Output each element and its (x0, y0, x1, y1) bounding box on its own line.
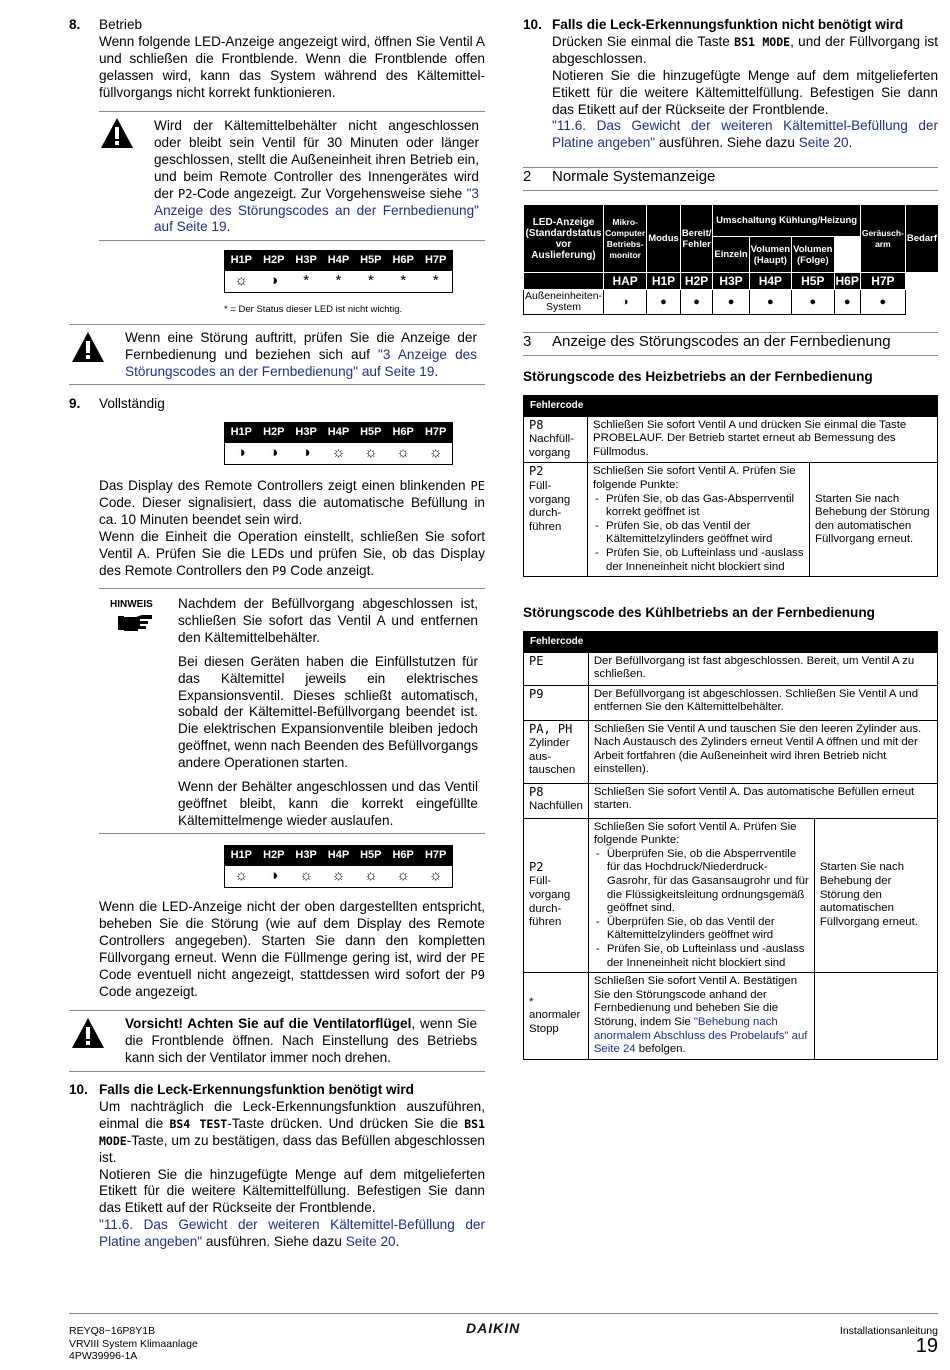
footer-model: REYQ8~16P8Y1B VRVIII System Klimaanlage 4PW39996-1A (69, 1325, 198, 1362)
warning-icon (71, 1017, 105, 1049)
bs4-test-key: BS4 TEST (169, 1116, 228, 1131)
led-table-3: H1P H2P H3P H4P H5P H6P H7P ☼ ◑ ☼ ☼ ☼ ☼ ☼ (224, 845, 453, 888)
reference-link[interactable]: "11.6. Das Gewicht der weiteren Kältemittel-Befüllung der Platine angeben" (99, 1217, 485, 1250)
section-2-number: 2 (523, 168, 532, 185)
led-table-1: H1P H2P H3P H4P H5P H6P H7P ☼ ◑ * * * * * (224, 250, 453, 293)
step-9-title: Vollständig (99, 396, 165, 411)
heating-error-table: Fehlercode P8 Nachfüll-vorgang Schließen Sie sofort Ventil A und drücken Sie einmal die Taste PROBELAUF. Der Betrieb startet erneut ab Bemessung des Füllmodus. P2 Füll-vorgang durch-führen Schließen Sie sofort Ventil A. Prüfen Sie folgende Punkte: - Prüfen Sie, ob das Gas-Absperrventil korrekt geöffnet ist - Prüfen Sie, ob das Ventil der Kältemittelzylinders geöffnet wird - Prüfen Sie, ob Lufteinlass und -auslass der Inneneinheit nicht blockiert sind Starten Sie nach Behebung der Störung den automatischen Füllvorgang erneut. (523, 395, 938, 577)
section-2-title: Normale Systemanzeige (552, 168, 716, 185)
step-9-number: 9. (69, 396, 81, 411)
cooling-codes-title: Störungscode des Kühlbetriebs an der Fernbedienung (523, 605, 875, 620)
system-display-table: LED-Anzeige (Standardstatus vor Auslieferung) Mikro-Computer Betriebs-monitor Modus Bereit/ Fehler Umschaltung Kühlung/Heizung Geräusch-arm Bedarf Einzeln Volumen (Haupt) Volumen (Folge) HAP H1P H2P H3P H4P H5P H6P H7P Außeneinheiten-System ◑ ● ● ● ● ● ● ● (523, 204, 939, 315)
step-10-left: Falls die Leck-Erkennungsfunktion benötigt wird Um nachträglich die Leck-Erkennungsfunktion auszuführen, einmal die BS4 TEST-Taste drücken. Und drücken Sie die BS1 MODE-Taste, um zu bestätigen, dass das Befüllen abgeschlossen ist. Notieren Sie die hinzugefügte Menge auf dem mitgelieferten Etikett für die weitere Kältemittelfüllung. Befestigen Sie dann das Etikett auf der Rückseite der Frontblende. "11.6. Das Gewicht der weiteren Kältemittel-Befüllung der Platine angeben" ausführen. Siehe dazu Seite 20. (99, 1082, 486, 1250)
section-3-title: Anzeige des Störungscodes an der Fernbedienung (552, 333, 891, 350)
step-10-right-title: Falls die Leck-Erkennungsfunktion nicht benötigt wird (552, 17, 904, 32)
step-10-number: 10. (69, 1082, 88, 1097)
hinweis-label: HINWEIS (110, 599, 153, 610)
reference-link[interactable]: "3 Anzeige des Störungscodes an der Fernbedienung" auf Seite 19 (154, 185, 479, 235)
led-footnote: * = Der Status dieser LED ist nicht wichtig. (224, 304, 403, 315)
bs1-mode-key: BS1 MODE (99, 1116, 486, 1148)
warning-text-3: Vorsicht! Achten Sie auf die Ventilatorflügel, wenn Sie die Frontblende öffnen. Nach Einstellung des Betriebs kann sich der Ventilator immer noch drehen. (125, 1016, 478, 1065)
heating-codes-title: Störungscode des Heizbetriebs an der Fernbedienung (523, 369, 873, 384)
warning-text-2: Wenn eine Störung auftritt, prüfen Sie die Anzeige der Fernbedienung und beziehen sich auf "3 Anzeige des Störungscodes an der Fernbedienung" auf Seite 19. (125, 330, 477, 379)
error-code: P2 (178, 186, 193, 201)
bs1-mode-key: BS1 MODE (734, 34, 791, 49)
reference-link[interactable]: "11.6. Das Gewicht der weiteren Kältemittel-Befüllung der Platine angeben" (552, 118, 938, 151)
pointing-hand-icon (118, 612, 154, 634)
step-10-right: Falls die Leck-Erkennungsfunktion nicht benötigt wird Drücken Sie einmal die Taste BS1 MODE, und der Füllvorgang ist abgeschlossen. Notieren Sie die hinzugefügte Menge auf dem mitgelieferten Etikett für die weitere Kältemittelfüllung. Befestigen Sie dann das Etikett auf der Rückseite der Frontblende. "11.6. Das Gewicht der weiteren Kältemittel-Befüllung der Platine angeben" ausführen. Siehe dazu Seite 20. (552, 17, 938, 151)
reference-link[interactable]: "Behebung nach anormalem Abschluss des Probelaufs" auf Seite 24 (593, 1015, 808, 1056)
section-3-number: 3 (523, 333, 532, 350)
page-link[interactable]: Seite 20 (345, 1234, 396, 1250)
step-9-body: Das Display des Remote Controllers zeigt einen blinkenden PE Code. Dieser signalisiert, dass die automatische Befüllung in ca. 10 Minuten beendet sein wird. Wenn die Einheit die Operation einstellt, schließen Sie sofort Ventil A. Prüfen Sie die LEDs und prüfen Sie, ob das Display des Remote Controllers den P9 Code anzeigt. (99, 478, 485, 578)
step-10-title: Falls die Leck-Erkennungsfunktion benötigt wird (99, 1082, 414, 1097)
step-8-body: Wenn folgende LED-Anzeige angezeigt wird, öffnen Sie Ventil A und schließen die Frontblende. Wenn die Frontblende offen gelassen wird, kann das System während des Kältemittel-füllvorgangs nicht korrekt funktionieren. (99, 33, 485, 100)
led-table-2: H1P H2P H3P H4P H5P H6P H7P ◑ ◑ ◑ ☼ ☼ ☼ ☼ (224, 422, 453, 465)
step-8-title: Betrieb (99, 17, 143, 32)
daikin-logo: DAIKIN (466, 1320, 521, 1336)
step-10-right-number: 10. (523, 17, 542, 32)
warning-text-1: Wird der Kältemittelbehälter nicht angeschlossen oder bleibt sein Ventil für 30 Minuten oder länger geschlossen, stellt die Außeneinheit ihren Betrieb ein, und beim Remote Controller des Innengerätes wird der P2-Code angezeigt. Zur Vorgehensweise siehe "3 Anzeige des Störungscodes an der Fernbedienung" auf Seite 19. (154, 118, 479, 235)
warning-icon (71, 331, 105, 363)
warning-icon (100, 117, 134, 149)
step-8-number: 8. (69, 17, 81, 32)
page-number: 19 (915, 1335, 938, 1357)
page-link[interactable]: Seite 20 (798, 135, 849, 151)
step-8 (99, 17, 485, 102)
footer-manual: Installationsanleitung (839, 1325, 938, 1337)
step-9-troubleshoot: Wenn die LED-Anzeige nicht der oben dargestellten entspricht, beheben Sie die Störung (wie auf dem Display des Remote Controllers angegeben). Starten Sie dann den kompletten Füllvorgang erneut. Wenn die Füllmenge gering ist, wird der PE Code eventuell nicht angezeigt, stattdessen wird sofort der P9 Code angezeigt. (99, 899, 485, 999)
cooling-error-table: Fehlercode PE Der Befüllvorgang ist fast abgeschlossen. Bereit, um Ventil A zu schließen. P9 Der Befüllvorgang ist abgeschlossen. Schließen Sie Ventil A und entfernen Sie den Kältemittelbehälter. PA, PH Zylinder aus-tauschen Schließen Sie Ventil A und tauschen Sie den leeren Zylinder aus. Nach Austausch des Zylinders erneut Ventil A öffnen und mit der Arbeit fortfahren (die Außeneinheit wird ihren Betrieb nicht einstellen). P8 Nachfüllen Schließen Sie sofort Ventil A. Das automatische Befüllen erneut starten. P2 Füll-vorgang durch-führen Schließen Sie sofort Ventil A. Prüfen Sie folgende Punkte: - Überprüfen Sie, ob die Absperrventile für das Hochdruck/Niederdruck-Gasrohr, für das Gasansaugrohr und für die Flüssigkeitsleitung ordnungsgemäß geöffnet sind. - Überprüfen Sie, ob das Ventil der Kältemittelzylinders geöffnet wird - Prüfen Sie, ob Lufteinlass und -auslass der Inneneinheit nicht blockiert sind Starten Sie nach Behebung der Störung den automatischen Füllvorgang erneut. * anormaler Stopp Schließen Sie sofort Ventil A. Bestätigen Sie den Störungscode anhand der Fernbedienung und beheben Sie die Störung, indem Sie "Behebung nach anormalem Abschluss des Probelaufs" auf Seite 24 befolgen. (523, 631, 938, 1060)
hinweis-text: Nachdem der Befüllvorgang abgeschlossen ist, schließen Sie sofort das Ventil A und entfernen den Kältemittelbehälter. Bei diesen Geräten haben die Einfüllstutzen für das Kältemittel jeweils ein elektrisches Expansionsventil. Dieses schließt automatisch, sobald der Kältemittel-Befüllvorgang beendet ist. Die elektrischen Expansionventile bleiben jedoch geöffnet, wenn nach Beenden des Befüllvorgangs andere Operationen starten. Wenn der Behälter angeschlossen und das Ventil geöffnet bleibt, kann die korrekt eingefüllte Kältemittelmenge wieder auslaufen. (178, 596, 478, 828)
reference-link[interactable]: "3 Anzeige des Störungscodes an der Fernbedienung" auf Seite 19 (125, 346, 477, 379)
